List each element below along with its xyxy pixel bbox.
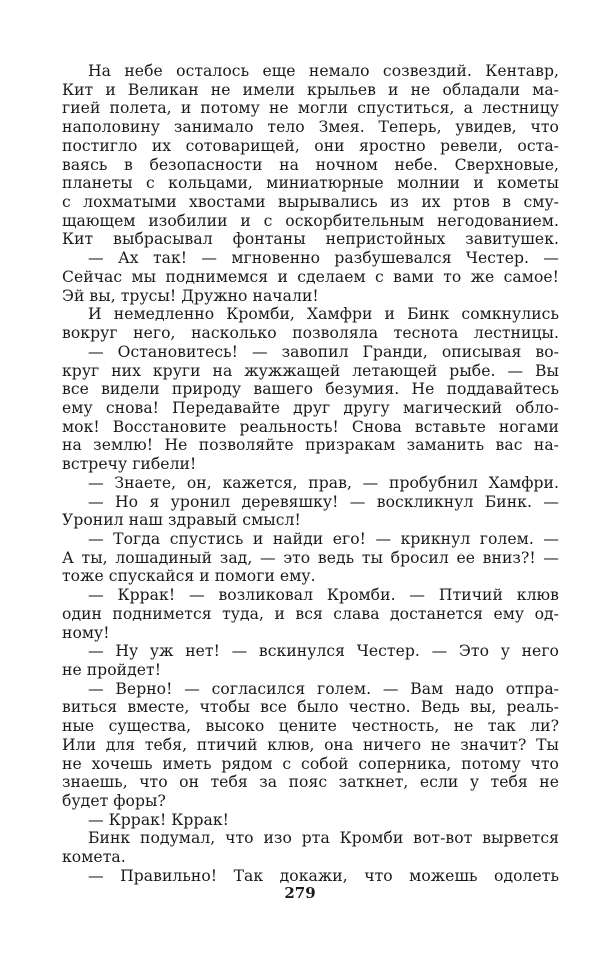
text-line: — Остановитесь! — завопил Гранди, описывая во- xyxy=(88,342,559,361)
text-line: И немедленно Кромби, Хамфри и Бинк сомкнулись xyxy=(88,305,559,324)
text-line: Сейчас мы поднимемся и сделаем с вами то же самое! xyxy=(62,267,559,286)
text-line: Кит выбрасывал фонтаны непристойных завитушек. xyxy=(62,230,559,249)
text-line: — Кррак! — возликовал Кромби. — Птичий клюв xyxy=(88,586,559,605)
text-line: — Но я уронил деревяшку! — воскликнул Бинк. — xyxy=(88,492,559,511)
text-line: вокруг него, насколько позволяла теснота лестницы. xyxy=(62,324,559,343)
text-line: Эй вы, трусы! Дружно начали! xyxy=(62,286,319,305)
text-line: с лохматыми хвостами вырывались из их ртов в сму- xyxy=(62,193,559,212)
text-line: круг них круги на жужжащей летающей рыбе. — Вы xyxy=(62,361,559,380)
text-line: Уронил наш здравый смысл! xyxy=(62,511,301,530)
text-line: — Ах так! — мгновенно разбушевался Честер. — xyxy=(88,249,559,268)
text-line: виться вместе, чтобы все было честно. Ведь вы, реаль- xyxy=(62,698,559,717)
text-line: Или для тебя, птичий клюв, она ничего не значит? Ты xyxy=(62,735,559,754)
text-line: на землю! Не позволяйте призракам заманить вас на- xyxy=(62,436,559,455)
text-line: не пройдет! xyxy=(62,661,162,679)
text-line: мок! Восстановите реальность! Снова вставьте ногами xyxy=(62,417,559,436)
text-line: На небе осталось еще немало созвездий. Кентавр, xyxy=(88,62,559,80)
text-line: Бинк подумал, что изо рта Кромби вот-вот вырвется xyxy=(88,829,559,848)
text-line: — Знаете, он, кажется, прав, — пробубнил Хамфри. xyxy=(88,473,559,492)
text-line: не хочешь иметь рядом с собой соперника, потому что xyxy=(62,754,559,773)
text-line: комета. xyxy=(62,848,126,867)
text-line: гией полета, и потому не могли спуститься, а лестницу xyxy=(62,99,559,118)
text-line: ваясь в безопасности на ночном небе. Сверхновые, xyxy=(62,155,559,174)
text-line: А ты, лошадиный зад, — это ведь ты бросил ее вниз?! — xyxy=(62,548,559,567)
text-line: наполовину занимало тело Змея. Теперь, увидев, что xyxy=(62,118,559,137)
text-line: щающем изобилии и с оскорбительным негодованием. xyxy=(62,211,559,230)
text-line: — Правильно! Так докажи, что можешь одолеть xyxy=(88,866,559,885)
page-body xyxy=(62,62,559,886)
text-line: постигло их сотоварищей, они яростно ревели, оста- xyxy=(62,136,559,155)
text-line: ному! xyxy=(62,623,110,642)
text-line: Кит и Великан не имели крыльев и не обладали ма- xyxy=(62,80,559,99)
text-line: будет форы? xyxy=(62,792,166,811)
text-line: встречу гибели! xyxy=(62,455,197,474)
text-line: — Верно! — согласился голем. — Вам надо отпра- xyxy=(88,679,559,698)
page-number: 279 xyxy=(284,884,316,902)
text-line: ему снова! Передавайте друг другу магический обло- xyxy=(62,398,559,417)
text-line: — Ну уж нет! — вскинулся Честер. — Это у него xyxy=(88,642,559,661)
text-line: тоже спускайся и помоги ему. xyxy=(62,567,316,586)
text-line: знаешь, что он тебя за пояс заткнет, если у тебя не xyxy=(62,773,559,792)
text-line: один поднимется туда, и вся слава достанется ему од- xyxy=(62,604,559,623)
text-line: — Кррак! Кррак! xyxy=(88,810,229,829)
text-line: планеты с кольцами, миниатюрные молнии и кометы xyxy=(62,174,559,193)
text-line: все видели природу вашего безумия. Не поддавайтесь xyxy=(62,380,559,399)
text-line: — Тогда спустись и найди его! — крикнул голем. — xyxy=(88,529,559,548)
text-line: ные существа, высоко цените честность, не так ли? xyxy=(62,717,559,736)
